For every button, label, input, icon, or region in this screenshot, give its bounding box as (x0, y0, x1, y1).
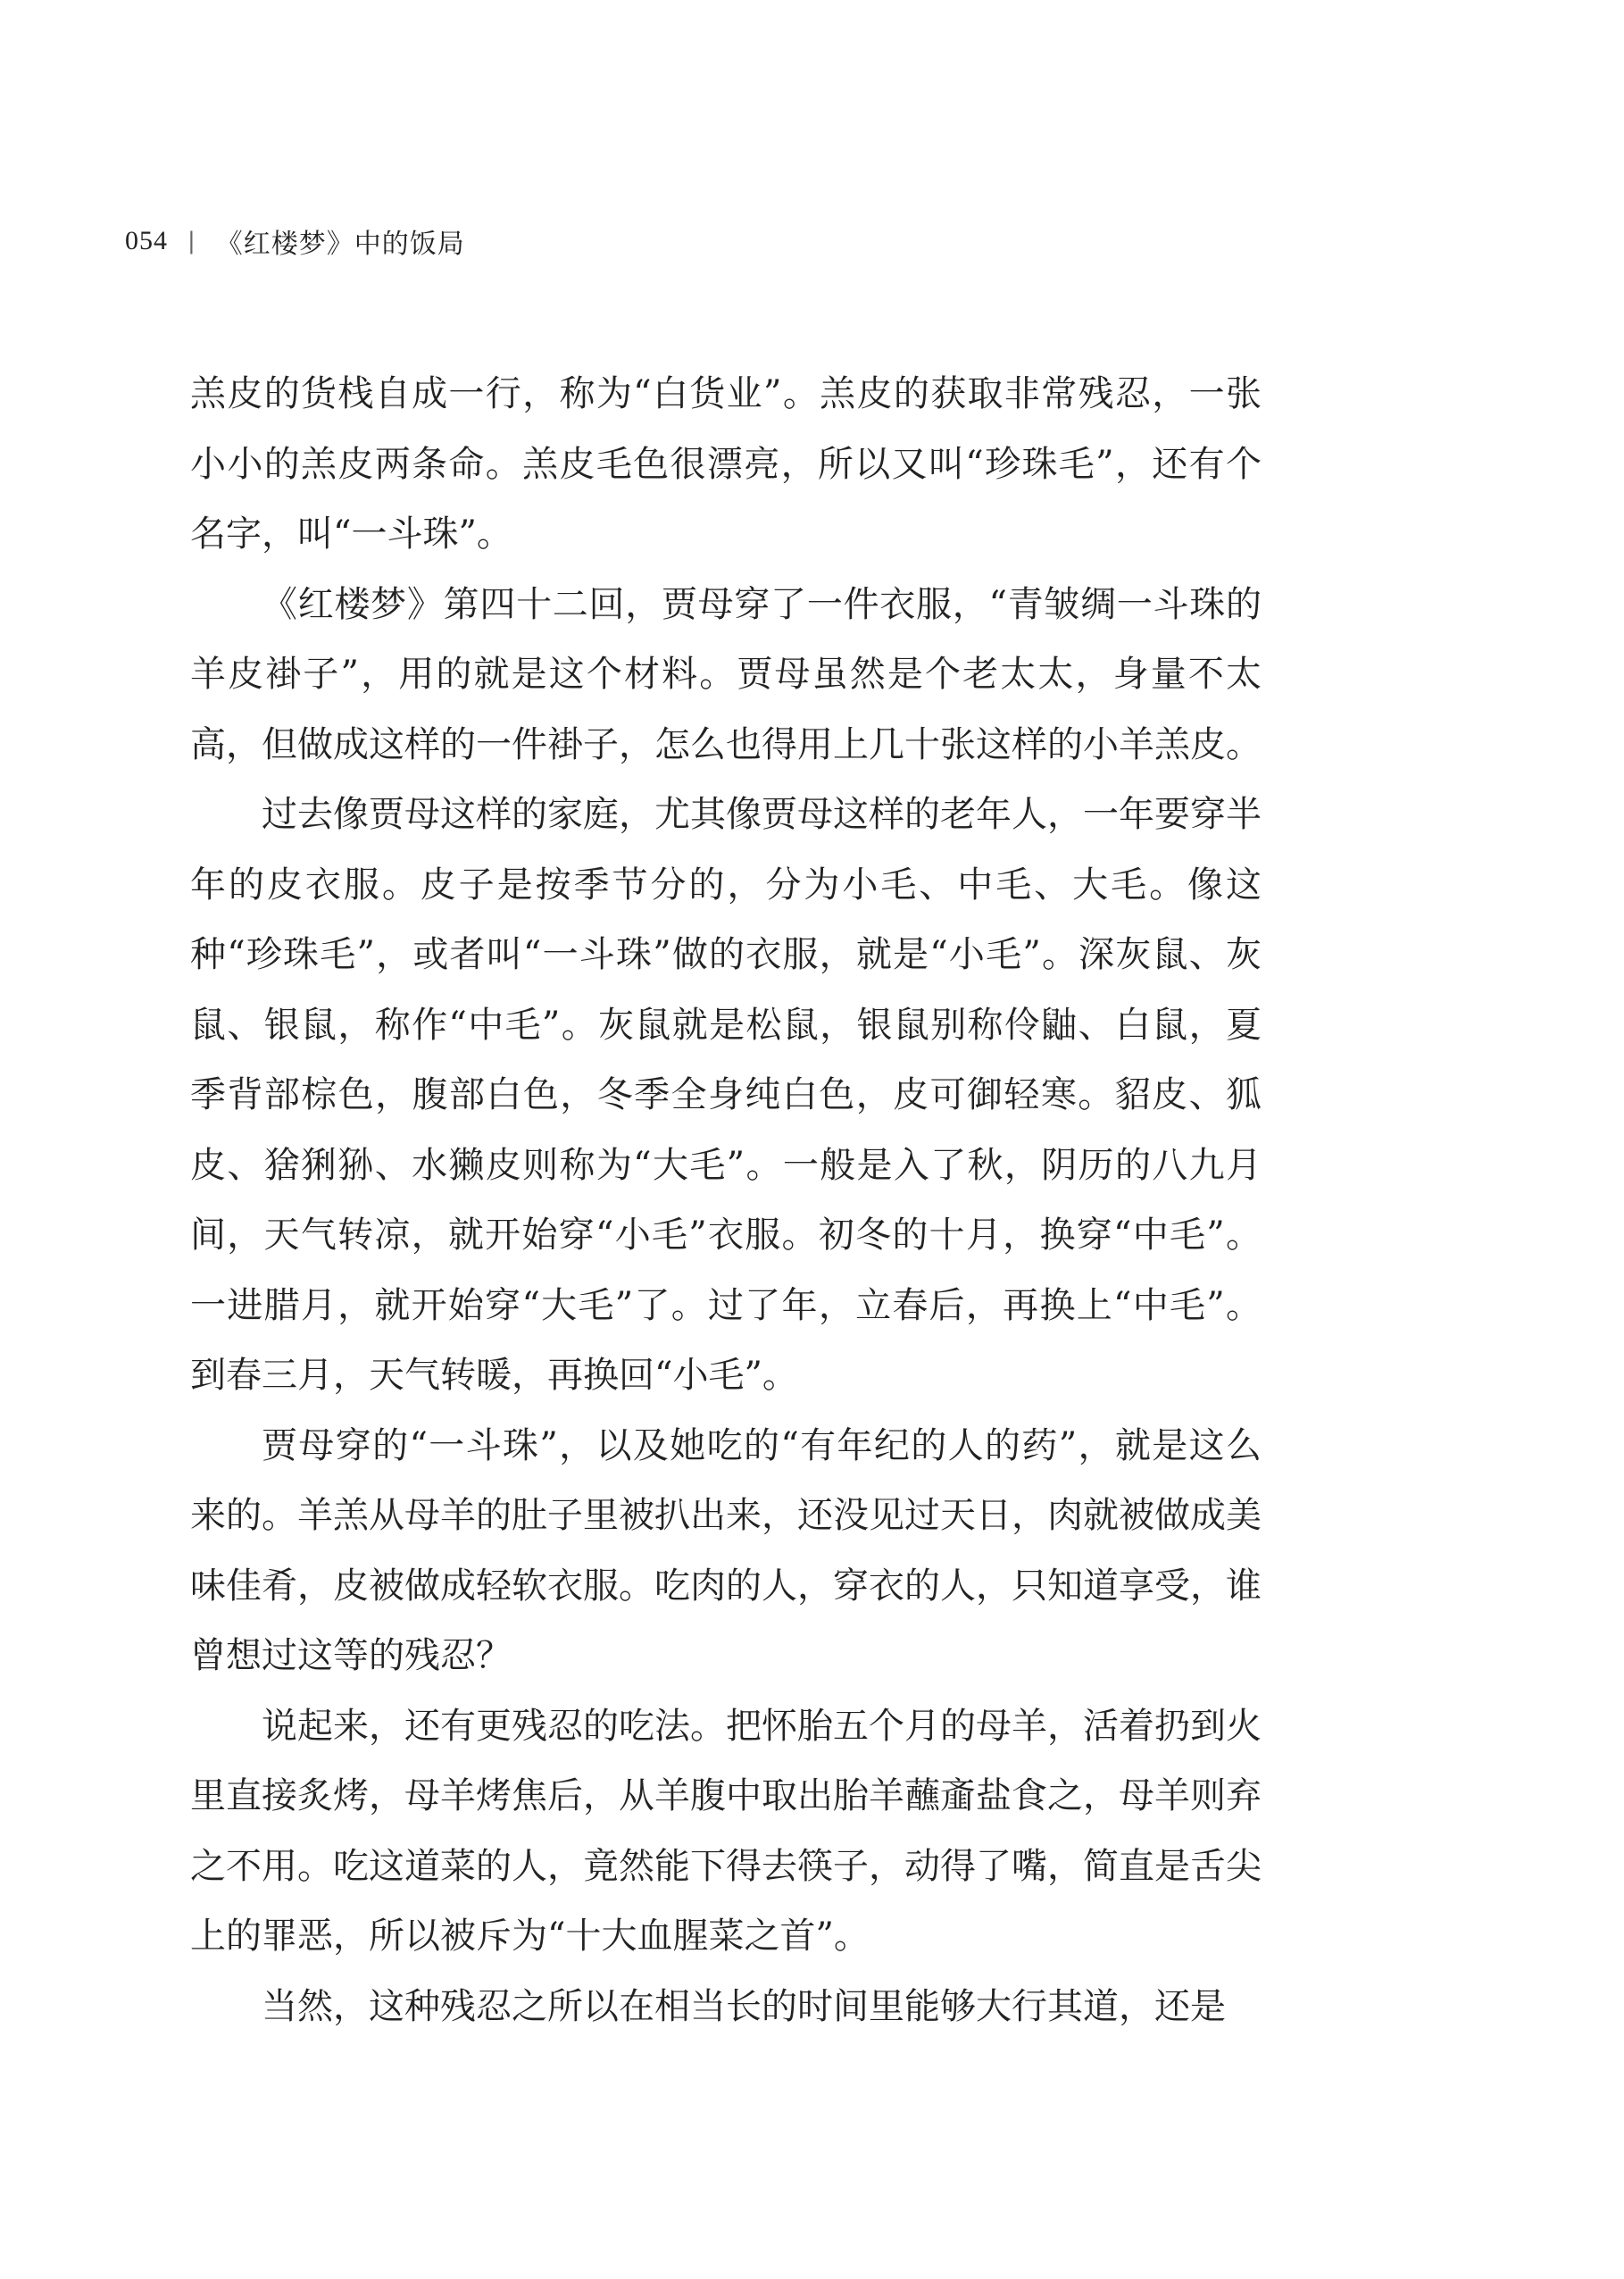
paragraph: 过去像贾母这样的家庭，尤其像贾母这样的老年人，一年要穿半年的皮衣服。皮子是按季节分的，分为小毛、中毛、大毛。像这种“珍珠毛”，或者叫“一斗珠”做的衣服，就是“小毛”。深灰鼠、灰鼠、银鼠，称作“中毛”。灰鼠就是松鼠，银鼠别称伶鼬、白鼠，夏季背部棕色，腹部白色，冬季全身纯白色，皮可御轻寒。貂皮、狐皮、猞猁狲、水獭皮则称为“大毛”。一般是入了秋，阴历的八九月间，天气转凉，就开始穿“小毛”衣服。初冬的十月，换穿“中毛”。一进腊月，就开始穿“大毛”了。过了年，立春后，再换上“中毛”。到春三月，天气转暖，再换回“小毛”。 (190, 794, 1262, 1396)
paragraph: 《红楼梦》第四十二回，贾母穿了一件衣服，“青皱绸一斗珠的羊皮褂子”，用的就是这个材料。贾母虽然是个老太太，身量不太高，但做成这样的一件褂子，怎么也得用上几十张这样的小羊羔皮。 (190, 583, 1262, 765)
header-divider: | (187, 228, 196, 255)
running-header (125, 219, 465, 263)
paragraph: 当然，这种残忍之所以在相当长的时间里能够大行其道，还是 (262, 1985, 1226, 2027)
paragraph: 羔皮的货栈自成一行，称为“白货业”。羔皮的获取非常残忍，一张小小的羔皮两条命。羔皮毛色很漂亮，所以又叫“珍珠毛”，还有个名字，叫“一斗珠”。 (190, 373, 1262, 555)
running-title: 《红楼梦》中的饭局 (215, 229, 465, 260)
paragraph: 贾母穿的“一斗珠”，以及她吃的“有年纪的人的药”，就是这么来的。羊羔从母羊的肚子里被扒出来，还没见过天日，肉就被做成美味佳肴，皮被做成轻软衣服。吃肉的人，穿衣的人，只知道享受，谁曾想过这等的残忍？ (190, 1424, 1262, 1676)
page-number: 054 (125, 226, 168, 255)
paragraph: 说起来，还有更残忍的吃法。把怀胎五个月的母羊，活着扔到火里直接炙烤，母羊烤焦后，从羊腹中取出胎羊蘸齑盐食之，母羊则弃之不用。吃这道菜的人，竟然能下得去筷子，动得了嘴，简直是舌尖上的罪恶，所以被斥为“十大血腥菜之首”。 (190, 1705, 1262, 1957)
body-text (190, 359, 1262, 2041)
